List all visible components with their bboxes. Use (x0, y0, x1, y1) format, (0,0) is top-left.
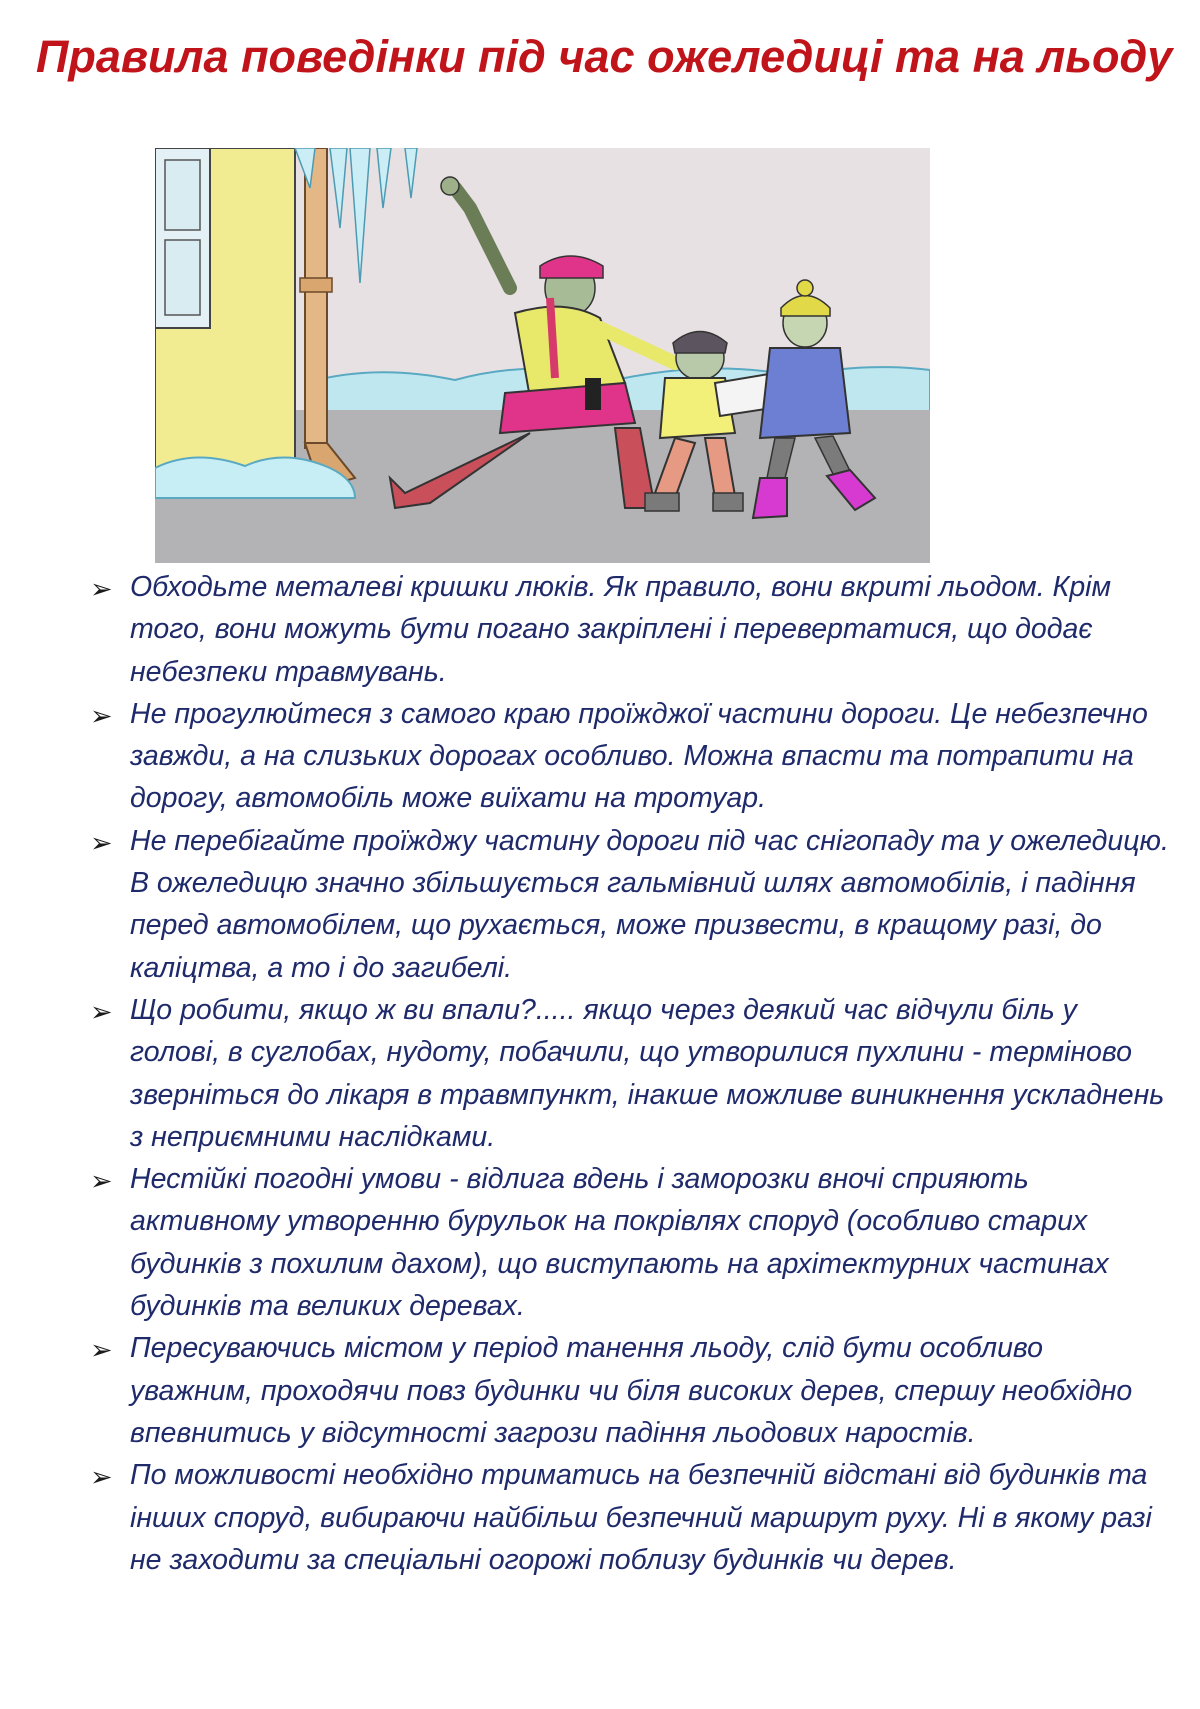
list-item (90, 989, 1170, 1158)
list-item (90, 566, 1170, 693)
rule-text: Не прогулюйтеся з самого краю проїжджої частини дороги. Це небезпечно завжди, а на слизьких дорогах особливо. Можна впасти та потрапити на дорогу, автомобіль може виїхати на тротуар. (130, 697, 1148, 815)
icy-street-illustration (155, 148, 930, 563)
rule-text: Не перебігайте проїжджу частину дороги під час снігопаду та у ожеледицю. В ожеледицю значно збільшується гальмівний шлях автомобілів, і падіння перед автомобілем, що рухається, може призвести, в кращому разі, до каліцтва, а то і до загибелі. (130, 824, 1169, 984)
page-title: Правила поведінки під час ожеледиці та на льоду (36, 31, 1173, 82)
rule-text: Обходьте металеві кришки люків. Як правило, вони вкриті льодом. Крім того, вони можуть бути погано закріплені і перевертатися, що додає небезпеки травмувань. (130, 571, 1112, 688)
rule-text: Пересуваючись містом у період танення льоду, слід бути особливо уважним, проходячи повз будинки чи біля високих дерев, спершу необхідно впевнитись у відсутності загрози падіння льодових наростів. (130, 1332, 1133, 1449)
list-item (90, 693, 1170, 820)
rules-list (90, 566, 1170, 1581)
rule-text: Нестійкі погодні умови - відлига вдень і заморозки вночі сприяють активному утворенню бурульок на покрівлях споруд (особливо старих будинків з похилим дахом), що виступають на архітектурних частинах будинків та великих деревах. (130, 1163, 1109, 1323)
arrow-bullet-icon: ➢ (90, 1462, 113, 1493)
list-item (90, 1158, 1170, 1327)
rule-text: По можливості необхідно триматись на безпечній відстані від будинків та інших споруд, вибираючи найбільш безпечний маршрут руху. Ні в якому разі не заходити за спеціальні огорожі поблизу будинків чи дерев. (130, 1459, 1152, 1576)
list-item (90, 820, 1170, 989)
list-item (90, 1454, 1170, 1581)
arrow-bullet-icon: ➢ (90, 700, 113, 731)
icy-street-scene-icon (155, 148, 930, 563)
rule-text: Що робити, якщо ж ви впали?..... якщо через деякий час відчули біль у голові, в суглобах, нудоту, побачили, що утворилися пухлини - терміново зверніться до лікаря в травмпункт, інакше можливе виникнення ускладнень з неприємними наслідками. (130, 993, 1165, 1153)
arrow-bullet-icon: ➢ (90, 1335, 113, 1366)
arrow-bullet-icon: ➢ (90, 574, 113, 604)
arrow-bullet-icon: ➢ (90, 1166, 113, 1197)
arrow-bullet-icon: ➢ (90, 996, 113, 1027)
arrow-bullet-icon: ➢ (90, 827, 113, 858)
list-item (90, 1327, 1170, 1454)
